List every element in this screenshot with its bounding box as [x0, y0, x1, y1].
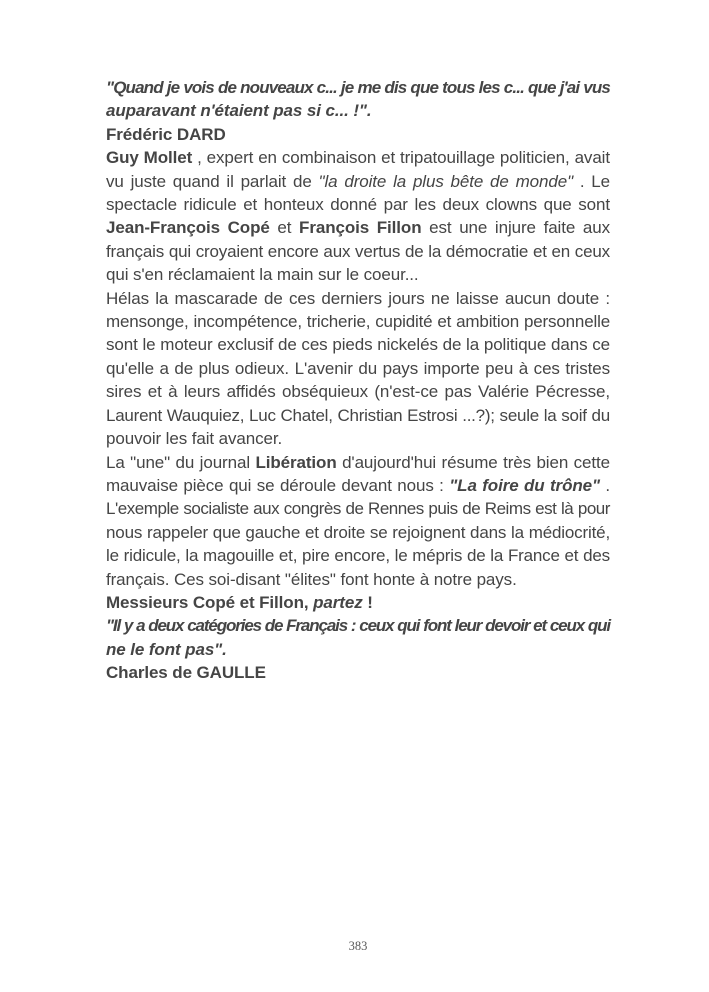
text-line — [106, 123, 610, 146]
text-run: qui s'en réclamaient la main sur le coeur... — [106, 265, 419, 285]
text-run: ne le font pas". — [106, 639, 227, 659]
text-run: nous rappeler que gauche et droite se rejoignent dans la médiocrité, — [106, 522, 610, 542]
text-line — [106, 357, 610, 380]
text-block — [106, 76, 610, 685]
text-run: L'exemple socialiste aux congrès de Rennes puis de Reims est là pour — [106, 499, 610, 519]
text-line — [106, 404, 610, 427]
text-line — [106, 263, 610, 286]
text-line — [106, 544, 610, 567]
text-run: pouvoir les fait avancer. — [106, 429, 283, 449]
text-run: partez — [313, 592, 363, 612]
text-run: d'aujourd'hui résume très bien cette — [336, 452, 610, 472]
text-line — [106, 99, 610, 122]
text-run: vu juste quand il parlait de — [106, 171, 319, 191]
text-line — [106, 474, 610, 497]
text-line — [106, 380, 610, 403]
text-line — [106, 661, 610, 684]
text-line — [106, 591, 610, 614]
text-run: qu'elle a de plus odieux. L'avenir du pays importe peu à ces tristes — [106, 358, 610, 378]
text-line — [106, 451, 610, 474]
text-run: sires et à leurs affidés obséquieux (n'est-ce pas Valérie Pécresse, — [106, 382, 610, 402]
text-run: français qui croyaient encore aux vertus de la démocratie et en ceux — [106, 241, 610, 261]
text-run: Guy Mollet — [106, 148, 193, 168]
text-run: est une injure faite aux — [421, 218, 610, 238]
text-line — [106, 568, 610, 591]
text-run: François Fillon — [299, 218, 422, 238]
text-line — [106, 310, 610, 333]
text-line — [106, 614, 610, 637]
text-run: français. Ces soi-disant "élites" font honte à notre pays. — [106, 569, 517, 589]
text-line — [106, 193, 610, 216]
text-run: "Il y a deux catégories de Français : ceux qui font leur devoir et ceux qui — [106, 616, 610, 636]
text-run: Charles de GAULLE — [106, 663, 266, 683]
text-line — [106, 427, 610, 450]
text-run: Laurent Wauquiez, Luc Chatel, Christian Estrosi ...?); seule la soif du — [106, 405, 610, 425]
text-line — [106, 216, 610, 239]
text-run: spectacle ridicule et honteux donné par les deux clowns que sont — [106, 195, 610, 215]
text-run: et — [269, 218, 300, 238]
text-run: sont le moteur exclusif de ces pieds nickelés de la politique dans ce — [106, 335, 610, 355]
text-run: auparavant n'étaient pas si c... !". — [106, 101, 372, 121]
text-run: . — [599, 475, 611, 495]
text-run: ! — [362, 592, 373, 612]
text-run: Frédéric DARD — [106, 124, 226, 144]
text-run: La "une" du journal — [106, 452, 256, 472]
text-run: "La foire du trône" — [449, 475, 600, 495]
text-line — [106, 497, 610, 520]
text-run: Libération — [255, 452, 337, 472]
text-line — [106, 170, 610, 193]
text-run: . Le — [573, 171, 610, 191]
text-run: "la droite la plus bête de monde" — [318, 171, 574, 191]
text-run: "Quand je vois de nouveaux c... je me dis que tous les c... que j'ai vus — [106, 78, 610, 97]
text-run: le ridicule, la magouille et, pire encore, le mépris de la France et des — [106, 546, 610, 566]
text-run: , expert en combinaison et tripatouillage politicien, avait — [192, 148, 610, 168]
text-run: Hélas la mascarade de ces derniers jours ne laisse aucun doute : — [106, 288, 610, 308]
page-number: 383 — [348, 939, 368, 953]
text-line — [106, 638, 610, 661]
text-line — [106, 287, 610, 310]
text-line — [106, 333, 610, 356]
text-line — [106, 146, 610, 169]
text-run: Messieurs Copé et Fillon, — [106, 592, 314, 612]
text-run: Jean-François Copé — [106, 218, 270, 238]
text-line — [106, 240, 610, 263]
text-run: mensonge, incompétence, tricherie, cupidité et ambition personnelle — [106, 312, 610, 332]
text-line — [106, 76, 610, 99]
text-run: mauvaise pièce qui se déroule devant nous : — [106, 475, 450, 495]
text-line — [106, 521, 610, 544]
